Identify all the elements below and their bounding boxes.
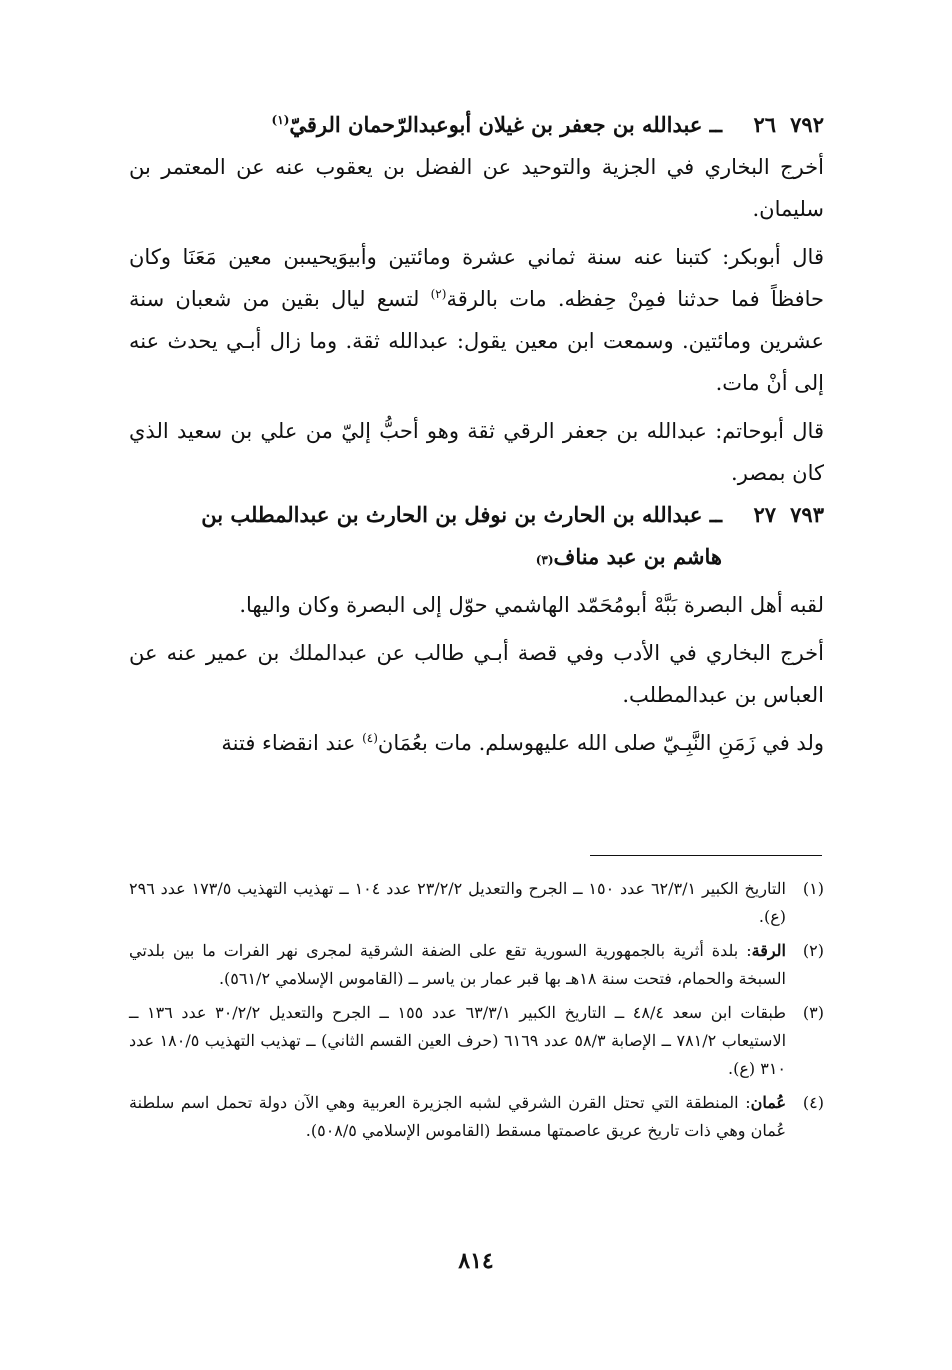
entry-heading-792	[129, 104, 824, 146]
paragraph: لقبه أهل البصرة بَبَّهْ أبومُحَمّد الهاشمي حوّل إلى البصرة وكان واليها.	[239, 593, 824, 617]
paragraph-text: عند انقضاء فتنة	[221, 731, 363, 755]
footnote-ref: (٢)	[430, 287, 447, 301]
entry-sequence: ٢٧	[753, 502, 776, 527]
footnote-body: : المنطقة التي تحتل القرن الشرقي لشبه الجزيرة العربية وهي الآن دولة تحمل اسم سلطنة عُمان وهي ذات تاريخ عريق عاصمتها مسقط (القاموس الإسلامي ٥٠٨/٥).	[129, 1093, 786, 1140]
footnote-body: : بلدة أثرية بالجمهورية السورية تقع على الضفة الشرقية لمجرى نهر الفرات ما بين بلدتي السبخة والحمام، فتحت سنة ١٨هـ بها قبر عمار بن ياسر ــ (القاموس الإسلامي ٥٦١/٢).	[129, 941, 786, 988]
footnote-body: طبقات ابن سعد ٤٨/٤ ــ التاريخ الكبير ٦٣/٣/١ عدد ١٥٥ ــ الجرح والتعديل ٣٠/٢/٢ عدد ١٣٦ ــ الاستيعاب ٧٨١/٢ ــ الإصابة ٥٨/٣ عدد ٦١٦٩ (حرف العين القسم الثاني) ــ تهذيب التهذيب ١٨٠/٥ عدد ٣١٠ (ع).	[129, 1003, 787, 1078]
footnote-number: (٤)	[802, 1093, 824, 1112]
footnote-body: التاريخ الكبير ٦٢/٣/١ عدد ١٥٠ ــ الجرح والتعديل ٢٣/٢/٢ عدد ١٠٤ ــ تهذيب التهذيب ١٧٣/٥ عدد ٢٩٦ (ع).	[129, 879, 786, 926]
footnote-divider	[590, 855, 822, 856]
footnote-ref: (٤)	[362, 731, 378, 745]
entry-number: ٧٩٣	[790, 502, 824, 527]
footnote-text	[129, 875, 786, 931]
footnote-text	[129, 937, 786, 993]
page-number: ٨١٤	[458, 1248, 494, 1274]
paragraph	[129, 236, 824, 404]
entry-title-text: هاشم بن عبد مناف	[553, 544, 722, 569]
footnote-number: (١)	[802, 879, 824, 898]
paragraph: أخرج البخاري في الأدب وفي قصة أبـي طالب عن عبدالملك بن عمير عنه عن العباس بن عبدالمطلب.	[129, 641, 824, 707]
entry-heading-793	[129, 494, 824, 536]
paragraph	[129, 722, 824, 764]
entry-title	[129, 104, 722, 146]
footnote-key: عُمان	[750, 1093, 786, 1112]
entry-title: ــ عبدالله بن الحارث بن نوفل بن الحارث بن عبدالمطلب بن	[201, 502, 722, 527]
paragraph-text: قال أبوبكر: كتبنا عنه سنة ثماني عشرة ومائتين وأبيوَيحيىبن معين مَعَنَا وكان حافظاً فما حدثنا فمِنْ حِفظه. مات بالرقة	[129, 245, 824, 311]
footnote-key: الرقة	[751, 941, 786, 960]
footnote-number: (٣)	[802, 1003, 824, 1022]
paragraph: قال أبوحاتم: عبدالله بن جعفر الرقي ثقة وهو أحبُّ إليّ من علي بن سعيد الذي كان بمصر.	[129, 419, 824, 485]
footnote-number: (٢)	[802, 941, 824, 960]
entry-sequence: ٢٦	[753, 112, 776, 137]
paragraph: أخرج البخاري في الجزية والتوحيد عن الفضل بن يعقوب عنه عن المعتمر بن سليمان.	[129, 155, 824, 221]
footnote	[129, 937, 824, 993]
footnotes	[129, 875, 824, 1151]
entry-title-text: ــ عبدالله بن جعفر بن غيلان أبوعبدالرّحمان الرقيّ	[289, 112, 722, 137]
footnote	[129, 875, 824, 931]
main-text	[129, 104, 824, 764]
footnote-ref: (١)	[271, 113, 290, 127]
entry-number: ٧٩٢	[790, 112, 824, 137]
footnote-text	[129, 999, 786, 1083]
footnote	[129, 1089, 824, 1145]
footnote-text	[129, 1089, 786, 1145]
paragraph-text: لتسع ليال بقين من شعبان سنة عشرين ومائتين. وسمعت ابن معين يقول: عبدالله ثقة. وما زال أبـي يحدث عنه إلى أنْ مات.	[129, 287, 824, 395]
entry-title-continuation: هاشم بن عبد مناف (٣)	[129, 536, 824, 578]
footnote	[129, 999, 824, 1083]
paragraph-text: ولد في زَمَنِ النَّبِـيّ صلى الله عليهوسلم. مات بعُمَان	[377, 731, 824, 755]
